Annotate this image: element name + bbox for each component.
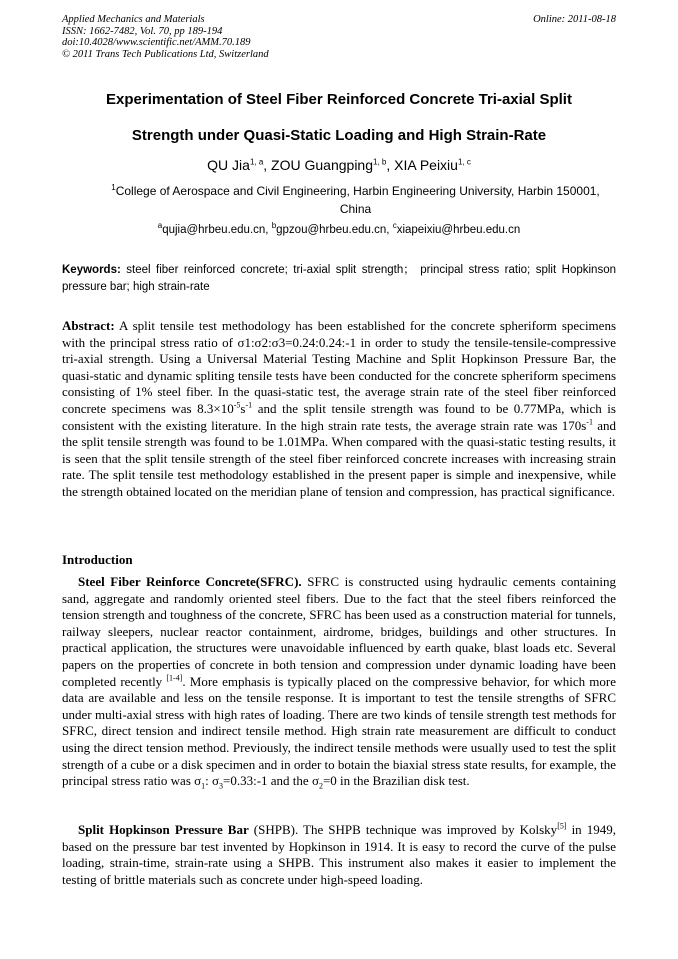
paragraph-shpb bbox=[62, 822, 616, 888]
email-link[interactable]: qujia@hrbeu.edu.cn, bbox=[162, 224, 272, 236]
paragraph-text: =0.33:-1 and the σ bbox=[223, 773, 319, 789]
paragraph-text: =0 in the Brazilian disk test. bbox=[322, 773, 470, 789]
exponent: -5 bbox=[233, 400, 241, 410]
paragraph-lead: Steel Fiber Reinforce Concrete(SFRC). bbox=[78, 574, 302, 589]
journal-header bbox=[62, 14, 616, 60]
email-mark: c bbox=[392, 221, 397, 231]
author-affil-mark: 1, a bbox=[249, 157, 264, 167]
author-list bbox=[40, 157, 638, 173]
abstract-text: A split tensile test methodology has been established for the concrete spheriform specimens with the principal stress ratio of σ1:σ2:σ3=0.24:0.24:-1 in order to study the tensile-tensile-compressive tri-axial strength. Using a Universal Material Testing Machine and Split Hopkinson Pressure Bar, the quasi-static and dynamic spliting tensile tests have been conducted for the concrete spheriform specimens consisting of 1% steel fiber. In the quasi-static test, the average strain rate of the steel fiber reinforced concrete specimens was 8.3×10 bbox=[62, 318, 616, 416]
subscript: 1 bbox=[201, 781, 206, 791]
paragraph-text: SFRC is constructed using hydraulic cements containing sand, aggregate and randomly oriented steel fibers. Due to the fact that the steel fibers reinforced the tension strength and toughness of the concrete, SFRC has been used as a construction material for tunnels, railway sleepers, nuclear reactor containment, airdrome, bridges, buildings and other structures. In practical application, the structures were unavoidable influenced by earth quake, blast loads etc. Several papers on the properties of concrete in both tension and compression under dynamic loading have been completed recently bbox=[62, 574, 616, 689]
issn-line: ISSN: 1662-7482, Vol. 70, pp 189-194 bbox=[62, 25, 223, 37]
keywords-text: steel fiber reinforced concrete; tri-axial split strength； principal stress ratio; split Hopkinson pressure bar; high strain-rate bbox=[62, 264, 616, 293]
paragraph-text: . More emphasis is typically placed on the compressive behavior, for which more data are available and less on the tensile response. It is important to test the tensile strengths of SFRC under multi-axial stress with high rates of loading. There are two kinds of tensile strength test methods for SFRC, direct tension and indirect tensile method. High strain rate measurement are difficult to conduct using the direct tension method. Previously, the indirect tensile methods were usually used to test the split strength of a cube or a disk specimen and in order to botain the biaxial stress state results, for example, the principal stress ratio was σ bbox=[62, 673, 616, 789]
section-heading-introduction: Introduction bbox=[62, 552, 133, 567]
abstract-text: s bbox=[240, 400, 246, 416]
paragraph-text: : σ bbox=[205, 773, 220, 789]
paragraph-text: in 1949, based on the pressure bar test invented by Hopkinson in 1914. It is easy to record the curve of the pulse loading, strain-time, strain-rate using a SHPB. This instrument also makes it easier to implement the testing of brittle materials such as concrete under high-speed loading. bbox=[62, 822, 616, 887]
author-name: , ZOU Guangping bbox=[263, 157, 374, 173]
abstract-text: and the split tensile strength was found to be 1.01MPa. When compared with the quasi-static testing results, it is seen that the split tensile strength of the steel fiber reinforced concrete increases with increasing strain rate. The split tensile test methodology established in the present paper is simple and inexpensive, while the strength obtained located on the meridian plane of tension and compression, has practical significance. bbox=[62, 417, 616, 499]
author-name: QU Jia bbox=[207, 157, 250, 173]
author-affil-mark: 1, c bbox=[457, 157, 471, 167]
citation-ref[interactable]: [1-4] bbox=[166, 673, 183, 683]
abstract-label: Abstract: bbox=[62, 318, 115, 333]
affiliation-text: College of Aerospace and Civil Engineering, Harbin Engineering University, Harbin 150001, China bbox=[115, 184, 600, 216]
paper-title-line-1: Experimentation of Steel Fiber Reinforced Concrete Tri-axial Split bbox=[106, 91, 572, 108]
keywords bbox=[62, 262, 616, 296]
subscript: 3 bbox=[219, 781, 224, 791]
doi-line: doi:10.4028/www.scientific.net/AMM.70.189 bbox=[62, 37, 251, 48]
paragraph-lead: Split Hopkinson Pressure Bar bbox=[78, 822, 249, 837]
online-date: Online: 2011-08-18 bbox=[533, 14, 616, 25]
abstract-text: and the split tensile strength was found to be 0.77MPa, which is consistent with the existing literature. In the high strain rate tests, the average strain rate was 170s bbox=[62, 400, 616, 433]
email-link[interactable]: gpzou@hrbeu.edu.cn, bbox=[276, 224, 393, 236]
copyright-line: © 2011 Trans Tech Publications Ltd, Switzerland bbox=[62, 48, 269, 60]
author-name: , XIA Peixiu bbox=[386, 157, 458, 173]
citation-ref[interactable]: [5] bbox=[557, 821, 567, 831]
email-mark: a bbox=[157, 221, 163, 231]
email-mark: b bbox=[271, 221, 277, 231]
email-link[interactable]: xiapeixiu@hrbeu.edu.cn bbox=[396, 224, 521, 236]
author-affil-mark: 1, b bbox=[373, 157, 387, 167]
author-emails bbox=[40, 221, 638, 236]
journal-name: Applied Mechanics and Materials bbox=[62, 14, 205, 25]
affiliation-mark: 1 bbox=[111, 183, 116, 192]
subscript: 2 bbox=[318, 781, 323, 791]
keywords-label: Keywords: bbox=[62, 264, 121, 276]
abstract bbox=[62, 318, 616, 501]
paragraph-sfrc bbox=[62, 574, 616, 790]
affiliation bbox=[95, 182, 616, 218]
paragraph-text: (SHPB). The SHPB technique was improved by Kolsky bbox=[248, 822, 558, 837]
paper-title-line-2: Strength under Quasi-Static Loading and High Strain-Rate bbox=[131, 127, 547, 144]
exponent: -1 bbox=[586, 417, 593, 427]
exponent: -1 bbox=[245, 400, 253, 410]
